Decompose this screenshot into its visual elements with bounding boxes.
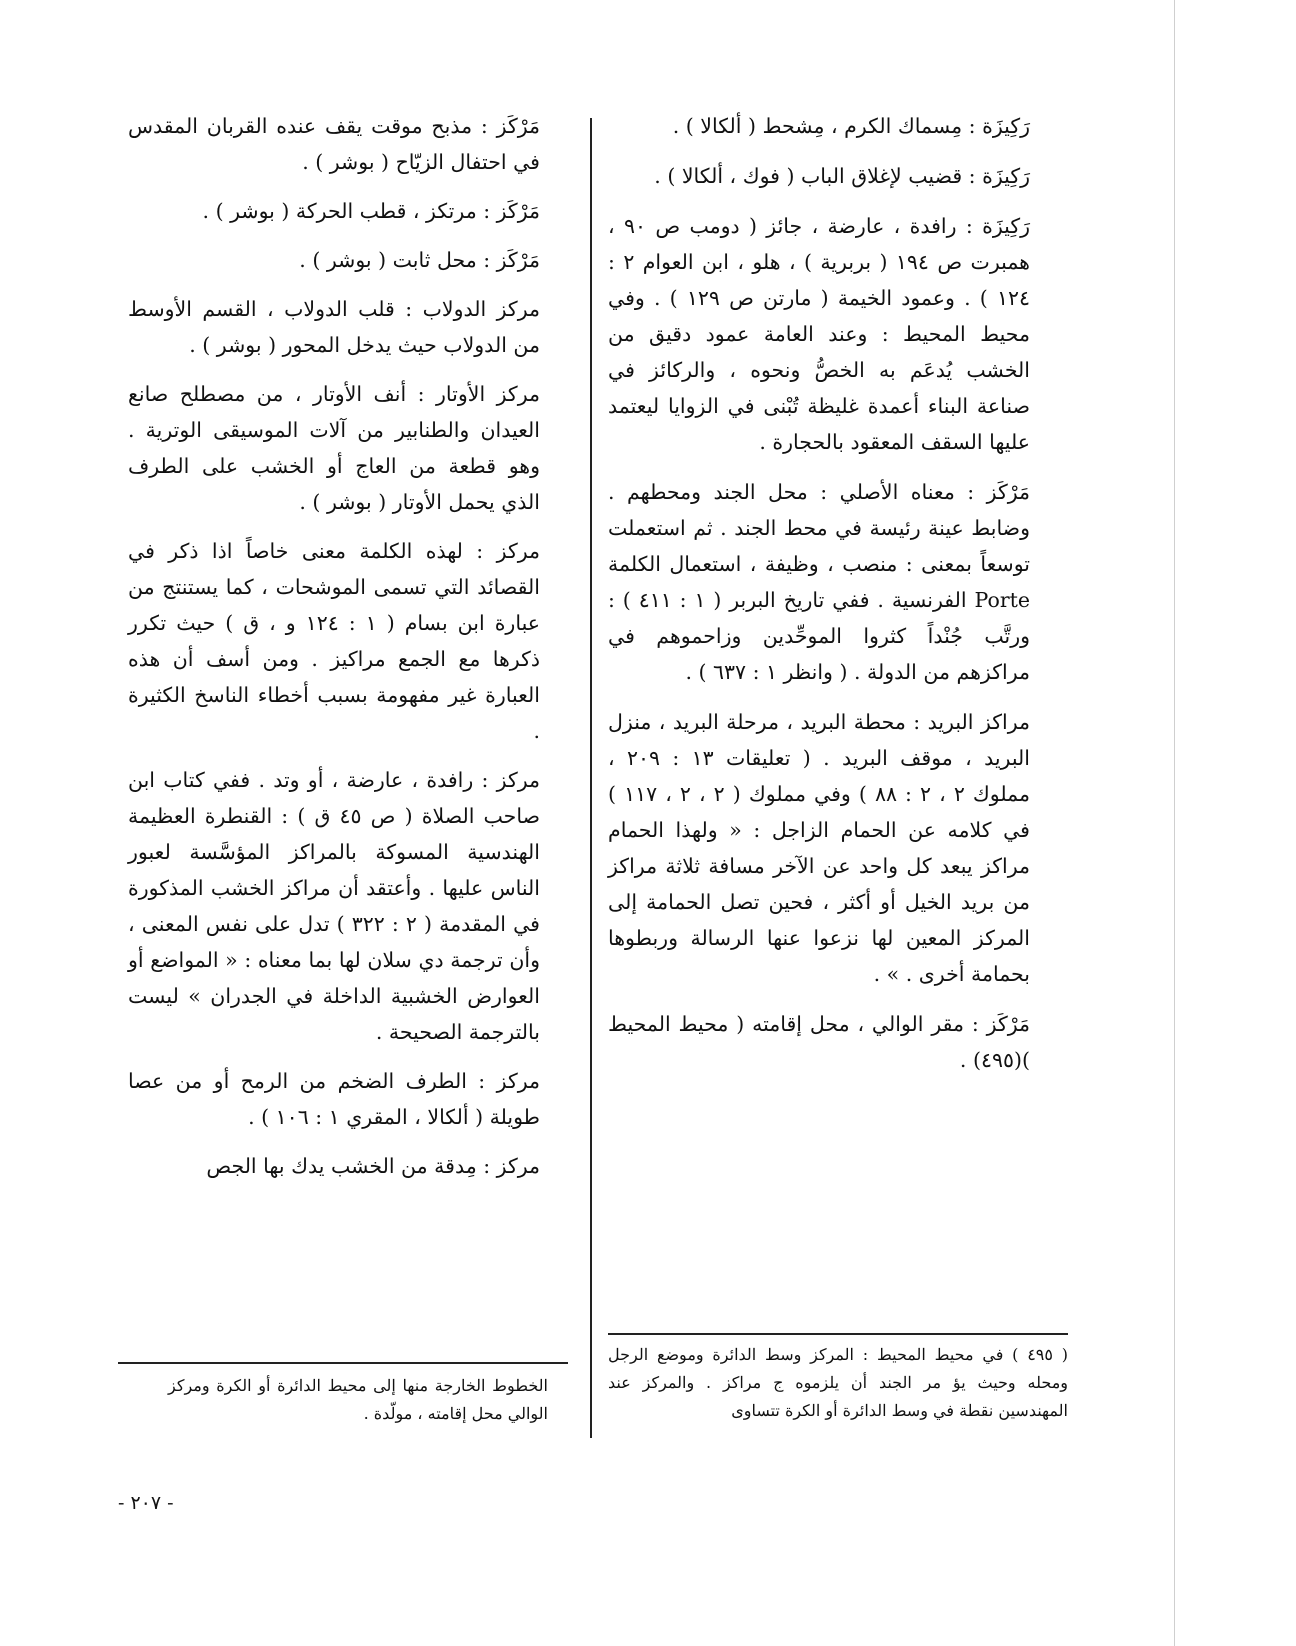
footnote-rule-left bbox=[118, 1362, 568, 1364]
entry-markaz-rumh: مركز : الطرف الضخم من الرمح أو من عصا طويلة ( ألكالا ، المقري ١ : ١٠٦ ) . bbox=[128, 1069, 540, 1129]
entry-markaz-mahal: مَرْكَز : محل ثابت ( بوشر ) . bbox=[299, 248, 540, 272]
entry-markaz-wali: مَرْكَز : مقر الوالي ، محل إقامته ( محيط المحيط )(٤٩٥) . bbox=[608, 1012, 1030, 1072]
right-column bbox=[608, 108, 1030, 1092]
entry-marakiz-barid: مراكز البريد : محطة البريد ، مرحلة البريد ، منزل البريد ، موقف البريد . ( تعليقات ١٣ : ٢٠٩ ، مملوك ٢ ، ٢ : ٨٨ ) وفي مملوك ( ٢ ، ٢ ، ١١٧ ) في كلامه عن الحمام الزاجل : « ولهذا الحمام مراكز يبعد كل واحد عن الآخر مسافة ثلاثة مراكز من بريد الخيل أو أكثر ، فحين تصل الحمامة إلى المركز المعين لها نزعوا عنها الرسالة وربطوها بحمامة أخرى . » . bbox=[608, 710, 1031, 986]
entry-markaz-awtar: مركز الأوتار : أنف الأوتار ، من مصطلح صانع العيدان والطنابير من آلات الموسيقى الوترية . وهو قطعة من العاج أو الخشب على الطرف الذي يحمل الأوتار ( بوشر ) . bbox=[128, 382, 540, 514]
column-divider bbox=[590, 118, 592, 1438]
entry-rakiza-1: رَكِيزَة : مِسماك الكرم ، مِشحط ( ألكالا ) . bbox=[672, 114, 1030, 138]
entry-markaz-murtakaz: مَرْكَز : مرتكز ، قطب الحركة ( بوشر ) . bbox=[202, 199, 540, 223]
page-number: - ٢٠٧ - bbox=[118, 1492, 174, 1514]
footnote-rule-right bbox=[608, 1333, 1068, 1335]
footnote-right: ( ٤٩٥ ) في محيط المحيط : المركز وسط الدائرة وموضع الرجل ومحله وحيث يؤ مر الجند أن يلزموه ج مراكز . والمركز عند المهندسين نقطة في وسط الدائرة أو الكرة تتساوى bbox=[608, 1345, 1069, 1420]
entry-rakiza-2: رَكِيزَة : قضيب لإغلاق الباب ( فوك ، ألكالا ) . bbox=[654, 164, 1030, 188]
entry-markaz-muwashshahat: مركز : لهذه الكلمة معنى خاصاً اذا ذكر في القصائد التي تسمى الموشحات ، كما يستنتج من عبارة ابن بسام ( ١ : ١٢٤ و ، ق ) حيث تكرر ذكرها مع الجمع مراكيز . ومن أسف أن هذه العبارة غير مفهومة بسبب أخطاء الناسخ الكثيرة . bbox=[128, 539, 540, 743]
entry-markaz-dulab: مركز الدولاب : قلب الدولاب ، القسم الأوسط من الدولاب حيث يدخل المحور ( بوشر ) . bbox=[128, 297, 540, 357]
entry-markaz-rafida: مركز : رافدة ، عارضة ، أو وتد . ففي كتاب ابن صاحب الصلاة ( ص ٤٥ ق ) : القنطرة العظيمة الهندسية المسوكة بالمراكز المؤسَّسة لعبور الناس عليها . وأعتقد أن مراكز الخشب المذكورة في المقدمة ( ٢ : ٣٢٢ ) تدل على نفس المعنى ، وأن ترجمة دي سلان لها بما معناه : « المواضع أو العوارض الخشبية الداخلة في الجدران » ليست بالترجمة الصحيحة . bbox=[128, 768, 540, 1044]
entry-markaz-original: مَرْكَز : معناه الأصلي : محل الجند ومحطهم . وضابط عينة رئيسة في محط الجند . ثم استعملت توسعاً بمعنى : منصب ، وظيفة ، استعمال الكلمة Porte الفرنسية . ففي تاريخ البربر ( ١ : ٤١١ ) : ورتَّب جُنْداً كثروا الموحِّدين وزاحموهم في مراكزهم من الدولة . ( وانظر ١ : ٦٣٧ ) . bbox=[608, 480, 1030, 684]
scan-edge-line bbox=[1174, 0, 1175, 1646]
left-column bbox=[128, 108, 540, 1197]
entry-rakiza-3: رَكِيزَة : رافدة ، عارضة ، جائز ( دومب ص ٩٠ ، همبرت ص ١٩٤ ( بربرية ) ، هلو ، ابن العوام ٢ : ١٢٤ ) . وعمود الخيمة ( مارتن ص ١٢٩ ) . وفي محيط المحيط : وعند العامة عمود دقيق من الخشب يُدعَم به الخصُّ ونحوه ، والركائز في صناعة البناء أعمدة غليظة تُبْنى في الزوايا ليعتمد عليها السقف المعقود بالحجارة . bbox=[608, 214, 1030, 454]
entry-markaz-midaqqa: مركز : مِدقة من الخشب يدك بها الجص bbox=[206, 1154, 540, 1178]
entry-markaz-madhbah: مَرْكَز : مذبح موقت يقف عنده القربان المقدس في احتفال الزيّاح ( بوشر ) . bbox=[128, 114, 540, 174]
footnote-left: الخطوط الخارجة منها إلى محيط الدائرة أو الكرة ومركز الوالي محل إقامته ، مولّدة . bbox=[168, 1376, 548, 1423]
